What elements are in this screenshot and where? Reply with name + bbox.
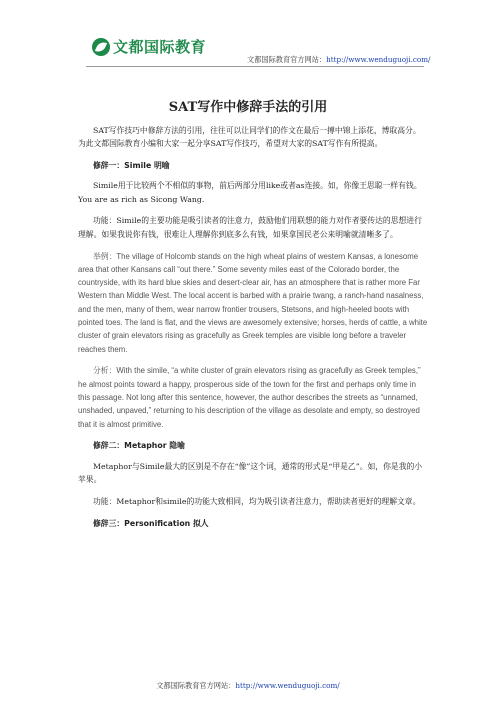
leaf-logo-icon [92, 38, 110, 56]
header-site-url[interactable]: http://www.wenduguoji.com/ [326, 55, 431, 64]
page-footer [0, 681, 496, 691]
section-heading-simile: 修辞一：Simile 明喻 [93, 161, 170, 171]
example-text: The village of Holcomb stands on the high wheat plains of western Kansas, a lonesome area that other Kansans call “out there.” Some seventy miles east of the Colorado border, the countryside, with its hard blue skies and desert-clear air, has an atmosphere that is rather more Far Western than Middle West. The local accent is barbed with a prairie twang, a ranch-hand nasalness, and the men, many of them, wear narrow frontier trousers, Stetsons, and high-heeled boots with pointed toes. The land is flat, and the views are awesomely extensive; horses, herds of cattle, a white cluster of grain elevators rising as gracefully as Greek temples are visible long before a traveler reaches them. [78, 251, 428, 354]
header-site-line [247, 55, 430, 65]
analysis-text: With the simile, “a white cluster of grain elevators rising as gracefully as Greek temples,” he almost points toward a happy, prosperous side of the town for the first and perhaps only time in this passage. Not long after this sentence, however, the author describes the streets as “unnamed, unshaded, unpaved,” returning to his description of the village as desolate and empty, so destroyed that it is almost primitive. [78, 366, 421, 429]
intro-paragraph: SAT写作技巧中修辞方法的引用，往往可以让同学们的作文在最后一搏中锦上添花，博取高分。为此文都国际教育小编和大家一起分享SAT写作技巧，希望对大家的SAT写作有所提高。 [78, 126, 421, 149]
metaphor-definition: Metaphor与Simile最大的区别是不存在“像”这个词，通常的形式是“甲是乙”。如，你是我的小苹果。 [78, 461, 423, 485]
footer-site-label: 文都国际教育官方网站： [156, 681, 236, 690]
brand-name: 文都国际教育 [113, 38, 207, 56]
example-label: 举例： [93, 251, 117, 261]
footer-site-url[interactable]: http://www.wenduguoji.com/ [235, 681, 340, 690]
document-title: SAT写作中修辞手法的引用 [168, 100, 328, 115]
brand-logo [92, 36, 206, 57]
section-heading-personification: 修辞三：Personification 拟人 [93, 518, 209, 528]
simile-function: 功能：Simile的主要功能是吸引读者的注意力，鼓励他们用联想的能力对作者要传达的思想进行理解。如果我说你有钱，很难让人理解你到底多么有钱，如果拿国民老公来明喻就清晰多了。 [78, 216, 422, 239]
example-paragraph [78, 250, 428, 356]
header-site-label: 文都国际教育官方网站： [247, 55, 327, 64]
simile-definition: Simile用于比较两个不相似的事物，前后两部分用like或者as连接。如，你像王思聪一样有钱。You are as rich as Sicong Wang. [78, 181, 422, 204]
metaphor-function: 功能：Metaphor和simile的功能大致相同，均为吸引读者注意力，帮助读者更好的理解文章。 [93, 496, 421, 506]
document-body [78, 124, 428, 537]
section-heading-metaphor: 修辞二：Metaphor 隐喻 [93, 441, 185, 451]
header-divider [86, 66, 424, 67]
analysis-paragraph [78, 364, 428, 430]
analysis-label: 分析： [93, 366, 117, 376]
page-header [0, 0, 496, 70]
